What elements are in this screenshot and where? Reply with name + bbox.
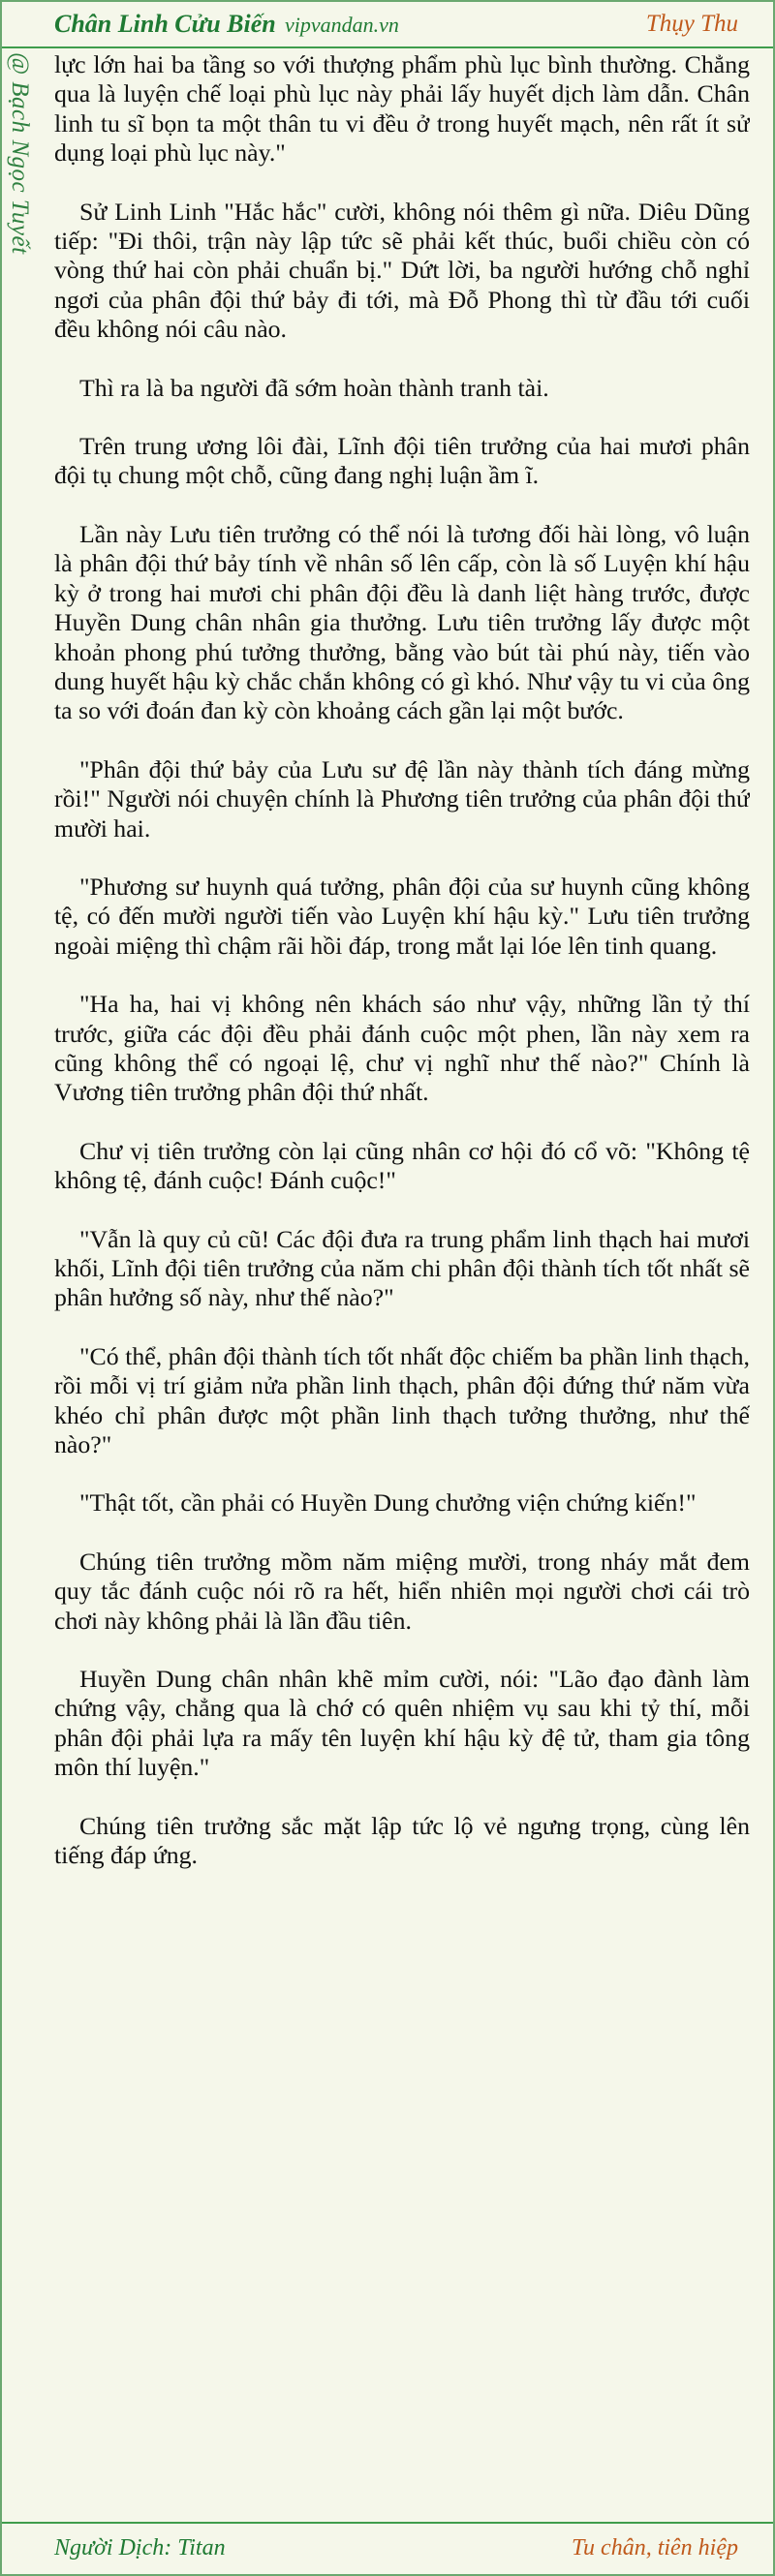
author-name: Thụy Thu [645,11,738,37]
editor-watermark: @ Bạch Ngọc Tuyết [7,52,33,255]
paragraph: Chư vị tiên trưởng còn lại cũng nhân cơ hội đó cổ võ: "Không tệ không tệ, đánh cuộc! Đánh cuộc!" [54,1136,750,1195]
site-name: vipvandan.vn [285,13,399,37]
page-footer [2,2522,773,2574]
genre-label: Tu chân, tiên hiệp [572,2535,738,2561]
paragraph: "Vẫn là quy củ cũ! Các đội đưa ra trung phẩm linh thạch hai mươi khối, Lĩnh đội tiên trưởng của năm chi phân đội thành tích tốt nhất sẽ phân hưởng số này, như thế nào?" [54,1224,750,1312]
paragraph: Lần này Lưu tiên trưởng có thể nói là tương đối hài lòng, vô luận là phân đội thứ bảy tính về nhân số lên cấp, còn là số Luyện khí hậu kỳ ở trong hai mươi chi phân đội đều là danh liệt hàng trước, được Huyền Dung chân nhân gia thưởng. Lưu tiên trưởng lấy được một khoản phong phú tưởng thưởng, bằng vào bút tài phú này, tiến vào dung huyết hậu kỳ chắc chắn không có gì khó. Như vậy tu vi của ông ta so với đoán đan kỳ còn khoảng cách gần lại một bước. [54,519,750,725]
paragraph: "Phương sư huynh quá tưởng, phân đội của sư huynh cũng không tệ, có đến mười người tiến vào Luyện khí hậu kỳ." Lưu tiên trưởng ngoài miệng thì chậm rãi hồi đáp, trong mắt lại lóe lên tinh quang. [54,872,750,960]
book-title: Chân Linh Cửu Biến [54,10,276,38]
chapter-text [54,50,750,2500]
paragraph: Chúng tiên trưởng mồm năm miệng mười, trong nháy mắt đem quy tắc đánh cuộc nói rõ ra hết, hiển nhiên mọi người chơi cái trò chơi này không phải là lần đầu tiên. [54,1547,750,1635]
paragraph: "Thật tốt, cần phải có Huyền Dung chưởng viện chứng kiến!" [79,1488,697,1518]
paragraph: lực lớn hai ba tầng so với thượng phẩm phù lục bình thường. Chẳng qua là luyện chế loại phù lục này phải lấy huyết dịch làm dẫn. Chân linh tu sĩ bọn ta một thân tu vi đều ở trong huyết mạch, nên rất ít sử dụng loại phù lục này." [54,50,750,168]
paragraph: Huyền Dung chân nhân khẽ mỉm cười, nói: "Lão đạo đành làm chứng vậy, chẳng qua là chớ có quên nhiệm vụ sau khi tỷ thí, mỗi phân đội phải lựa ra mấy tên luyện khí hậu kỳ đệ tử, tham gia tông môn thí luyện." [54,1665,750,1782]
paragraph: Chúng tiên trưởng sắc mặt lập tức lộ vẻ ngưng trọng, cùng lên tiếng đáp ứng. [54,1811,750,1870]
paragraph: Thì ra là ba người đã sớm hoàn thành tranh tài. [79,373,549,402]
paragraph: Trên trung ương lôi đài, Lĩnh đội tiên trưởng của hai mươi phân đội tụ chung một chỗ, cũng đang nghị luận ầm ĩ. [54,432,750,490]
left-sidebar [2,46,45,589]
paragraph: "Ha ha, hai vị không nên khách sáo như vậy, những lần tỷ thí trước, giữa các đội đều phải đánh cuộc một phen, lần này xem ra cũng không thể có ngoại lệ, chư vị nghĩ như thế nào?" Chính là Vương tiên trưởng phân đội thứ nhất. [54,990,750,1107]
paragraph: "Có thể, phân đội thành tích tốt nhất độc chiếm ba phần linh thạch, rồi mỗi vị trí giảm nửa phần linh thạch, phân đội đứng thứ năm vừa khéo chỉ phân được một phần linh thạch tưởng thưởng, như thế nào?" [54,1341,750,1459]
translator-credit: Người Dịch: Titan [54,2535,226,2561]
paragraph: "Phân đội thứ bảy của Lưu sư đệ lần này thành tích đáng mừng rồi!" Người nói chuyện chính là Phương tiên trưởng của phân đội thứ mười hai. [54,754,750,843]
page-header [2,2,773,48]
paragraph: Sử Linh Linh "Hắc hắc" cười, không nói thêm gì nữa. Diêu Dũng tiếp: "Đi thôi, trận này lập tức sẽ phải kết thúc, buổi chiều còn có vòng thứ hai còn phải chuẩn bị." Dứt lời, ba người hướng chỗ nghỉ ngơi của phân đội thứ bảy đi tới, mà Đỗ Phong thì từ đầu tới cuối đều không nói câu nào. [54,197,750,344]
